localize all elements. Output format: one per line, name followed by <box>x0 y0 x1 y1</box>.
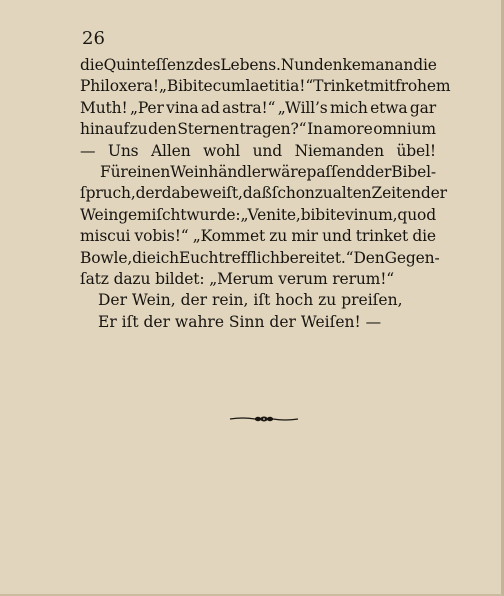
word: Quinteſſenz <box>103 56 194 74</box>
word: die <box>412 227 436 246</box>
text-line <box>80 55 436 76</box>
word: Philoxera! <box>80 77 159 96</box>
word: zu <box>314 184 333 203</box>
word: trinket <box>355 227 409 246</box>
word: übel! <box>396 141 436 160</box>
word: „Merum <box>209 269 274 288</box>
word: hinauf <box>80 120 129 139</box>
word: da <box>161 184 181 203</box>
word: Nun <box>280 56 314 74</box>
word: an <box>394 56 414 74</box>
word: ad <box>200 98 220 117</box>
word: Niemanden <box>294 141 384 160</box>
ornament-divider <box>229 414 299 424</box>
word: Uns <box>107 141 139 160</box>
word: denke <box>313 56 361 74</box>
body-text <box>80 55 451 333</box>
word: Bibel- <box>391 162 437 181</box>
word: wurde: <box>186 205 241 224</box>
word: astra!“ <box>222 98 276 117</box>
text-line <box>80 141 436 162</box>
word: trefflich <box>218 248 280 267</box>
text-line <box>80 248 440 269</box>
word: Bowle, <box>80 248 133 267</box>
word: bildet: <box>155 269 205 288</box>
word: Lebens. <box>220 56 281 74</box>
word: verum <box>278 269 328 288</box>
word: paſſend <box>306 162 366 181</box>
word: gemiſcht <box>118 205 187 224</box>
word: zu <box>129 120 148 139</box>
word: Sternen <box>177 120 239 139</box>
word: Den <box>353 248 385 267</box>
word: omnium <box>373 120 436 139</box>
word: den <box>148 120 177 139</box>
word: und <box>322 227 352 246</box>
text-line <box>80 98 436 119</box>
word: quod <box>397 205 436 224</box>
word: wäre <box>268 162 307 181</box>
word: Für <box>100 162 128 181</box>
text-line <box>80 162 436 183</box>
word: alten <box>332 184 372 203</box>
text-line <box>80 76 451 97</box>
word: der <box>365 162 392 181</box>
word: vobis!“ <box>134 227 189 246</box>
word: Trinket <box>313 77 370 96</box>
verse-line: Der Wein, der rein, iſt hoch zu preiſen, <box>98 291 403 310</box>
word: cum <box>212 77 246 96</box>
word: zu <box>269 227 288 246</box>
page-number: 26 <box>82 28 105 49</box>
word: Euch <box>178 248 219 267</box>
word: die <box>132 248 156 267</box>
word: vina <box>166 98 199 117</box>
word: mich <box>329 98 368 117</box>
word: laetitia!“ <box>245 77 314 96</box>
word: „Kommet <box>192 227 266 246</box>
word: mit <box>369 77 395 96</box>
word: bereitet.“ <box>279 248 354 267</box>
word: einen <box>127 162 171 181</box>
word: „Venite, <box>240 205 301 224</box>
word: man <box>360 56 395 74</box>
word: ſpruch, <box>80 184 136 203</box>
word: frohem <box>395 77 451 96</box>
word: daß <box>242 184 272 203</box>
word: Wein <box>80 205 119 224</box>
word: In <box>307 120 323 139</box>
word: bibite <box>300 205 345 224</box>
word: die <box>413 56 437 74</box>
word: wohl <box>203 141 241 160</box>
verse-line: Er iſt der wahre Sinn der Weiſen! — <box>98 312 382 331</box>
word: vinum, <box>345 205 398 224</box>
word: „Bibite <box>158 77 213 96</box>
word: miscui <box>80 227 131 246</box>
word: die <box>80 56 104 74</box>
word: ſatz <box>80 269 109 288</box>
text-line <box>80 226 436 247</box>
word: beweiſt, <box>180 184 243 203</box>
word: Muth! <box>80 98 128 117</box>
word: Allen <box>151 141 191 160</box>
word: des <box>193 56 221 74</box>
word: Gegen- <box>384 248 440 267</box>
word: ſchon <box>271 184 315 203</box>
word: und <box>252 141 283 160</box>
word: etwa <box>370 98 408 117</box>
text-line <box>80 269 436 290</box>
word: dazu <box>113 269 151 288</box>
word: ich <box>155 248 179 267</box>
text-line <box>80 119 436 140</box>
word: amore <box>323 120 373 139</box>
word: rerum!“ <box>332 269 395 288</box>
word: der <box>420 184 447 203</box>
text-line <box>80 183 447 204</box>
word: — <box>80 141 96 160</box>
word: mir <box>291 227 318 246</box>
word: tragen?“ <box>239 120 307 139</box>
word: Weinhändler <box>170 162 269 181</box>
word: „Will’s <box>277 98 328 117</box>
word: Zeiten <box>371 184 421 203</box>
word: gar <box>409 98 436 117</box>
text-line <box>80 205 436 226</box>
word: „Per <box>129 98 164 117</box>
word: der <box>135 184 162 203</box>
